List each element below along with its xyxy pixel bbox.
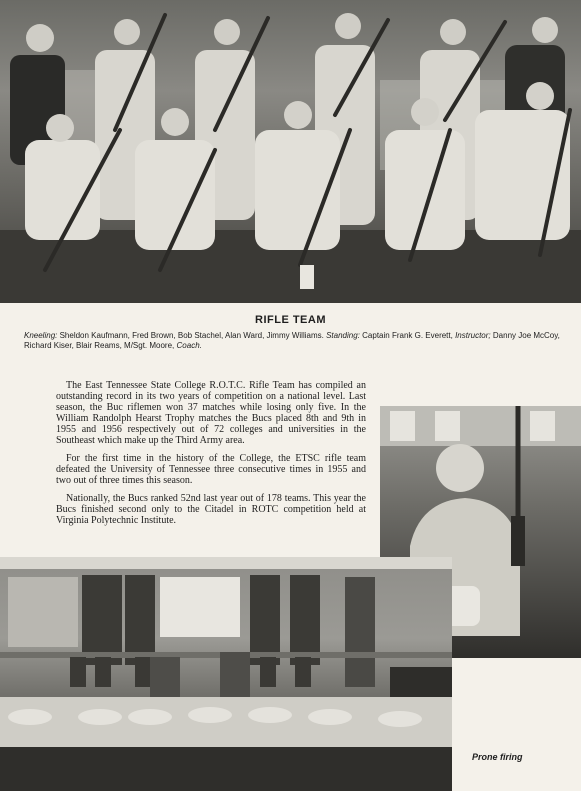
page-title: RIFLE TEAM: [255, 314, 326, 326]
paragraph-3: Nationally, the Bucs ranked 52nd last year out of 178 teams. This year the Bucs finished second only to the Citadel in ROTC competition held at Virginia Polytechnic Institute.: [56, 493, 366, 526]
paragraph-1: The East Tennessee State College R.O.T.C. Rifle Team has compiled an outstanding record in its two years of competition on a national level. Last season, the Buc riflemen won 37 matches while losing only five. In the William Randolph Hearst Trophy matches the Bucs placed 8th and 9th in 1955 and 1956 respectively out of 72 colleges and universities in the Southeast which make up the Third Army area.: [56, 380, 366, 446]
standing-names-2: Danny Joe McCoy, Richard Kiser, Blair Reams, M/Sgt. Moore,: [24, 331, 560, 350]
article-body: [56, 380, 366, 533]
standing-names-1: Captain Frank G. Everett,: [362, 331, 453, 340]
paragraph-2: For the first time in the history of the College, the ETSC rifle team defeated the University of Tennessee three consecutive times in 1955 and two out of three times this season.: [56, 453, 366, 486]
coach-label: Coach.: [176, 341, 202, 350]
photo-caption-names: [24, 331, 580, 351]
standing-label: Standing:: [326, 331, 360, 340]
prone-firing-caption: Prone firing: [472, 752, 523, 762]
prone-firing-photo: [0, 557, 452, 791]
instructor-label: Instructor;: [455, 331, 491, 340]
kneeling-label: Kneeling:: [24, 331, 58, 340]
kneeling-names: Sheldon Kaufmann, Fred Brown, Bob Stachel, Alan Ward, Jimmy Williams.: [59, 331, 324, 340]
team-photo: [0, 0, 581, 303]
